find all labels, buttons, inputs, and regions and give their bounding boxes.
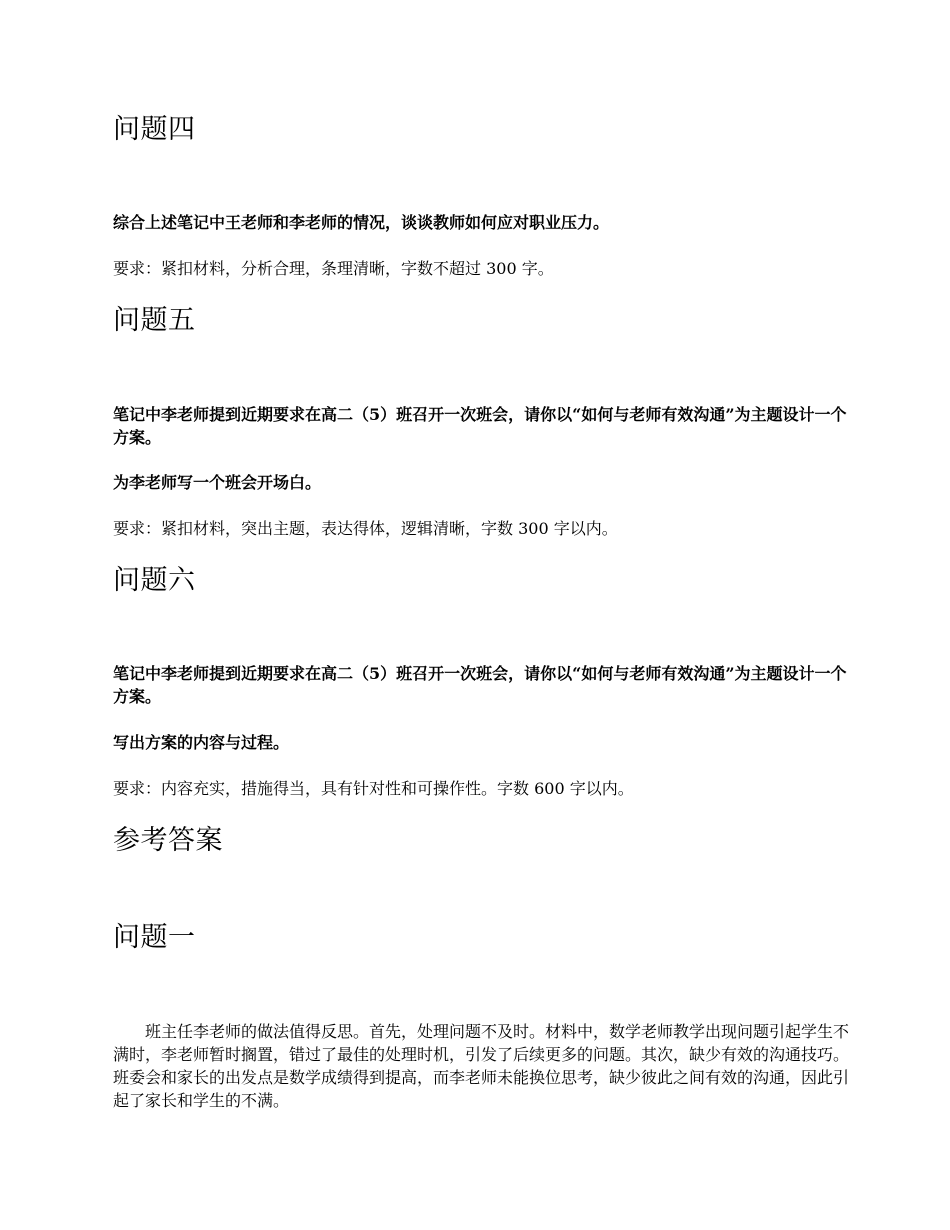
question-5-prompt: 笔记中李老师提到近期要求在高二（5）班召开一次班会，请你以“如何与老师有效沟通”为主题设计一个方案。 — [113, 405, 847, 447]
heading-answer-question-1: 问题一 — [113, 922, 196, 953]
heading-question-5: 问题五 — [113, 305, 196, 336]
heading-reference-answers: 参考答案 — [113, 825, 223, 856]
answer-question-1-text: 班主任李老师的做法值得反思。首先，处理问题不及时。材料中，数学老师教学出现问题引起学生不满时，李老师暂时搁置，错过了最佳的处理时机，引发了后续更多的问题。其次，缺少有效的沟通技巧。班委会和家长的出发点是数学成绩得到提高，而李老师未能换位思考，缺少彼此之间有效的沟通，因此引起了家长和学生的不满。 — [113, 1022, 850, 1110]
question-4-requirement: 要求：紧扣材料，分析合理，条理清晰，字数不超过 300 字。 — [113, 259, 554, 278]
question-4-prompt: 综合上述笔记中王老师和李老师的情况，谈谈教师如何应对职业压力。 — [113, 213, 610, 232]
question-5-requirement: 要求：紧扣材料，突出主题，表达得体，逻辑清晰，字数 300 字以内。 — [113, 519, 618, 538]
question-5-task: 为李老师写一个班会开场白。 — [113, 473, 322, 492]
heading-question-6: 问题六 — [113, 565, 196, 596]
question-6-prompt: 笔记中李老师提到近期要求在高二（5）班召开一次班会，请你以“如何与老师有效沟通”为主题设计一个方案。 — [113, 664, 847, 706]
heading-question-4: 问题四 — [113, 114, 196, 145]
question-6-task: 写出方案的内容与过程。 — [113, 733, 290, 752]
question-6-requirement: 要求：内容充实，措施得当，具有针对性和可操作性。字数 600 字以内。 — [113, 779, 634, 798]
